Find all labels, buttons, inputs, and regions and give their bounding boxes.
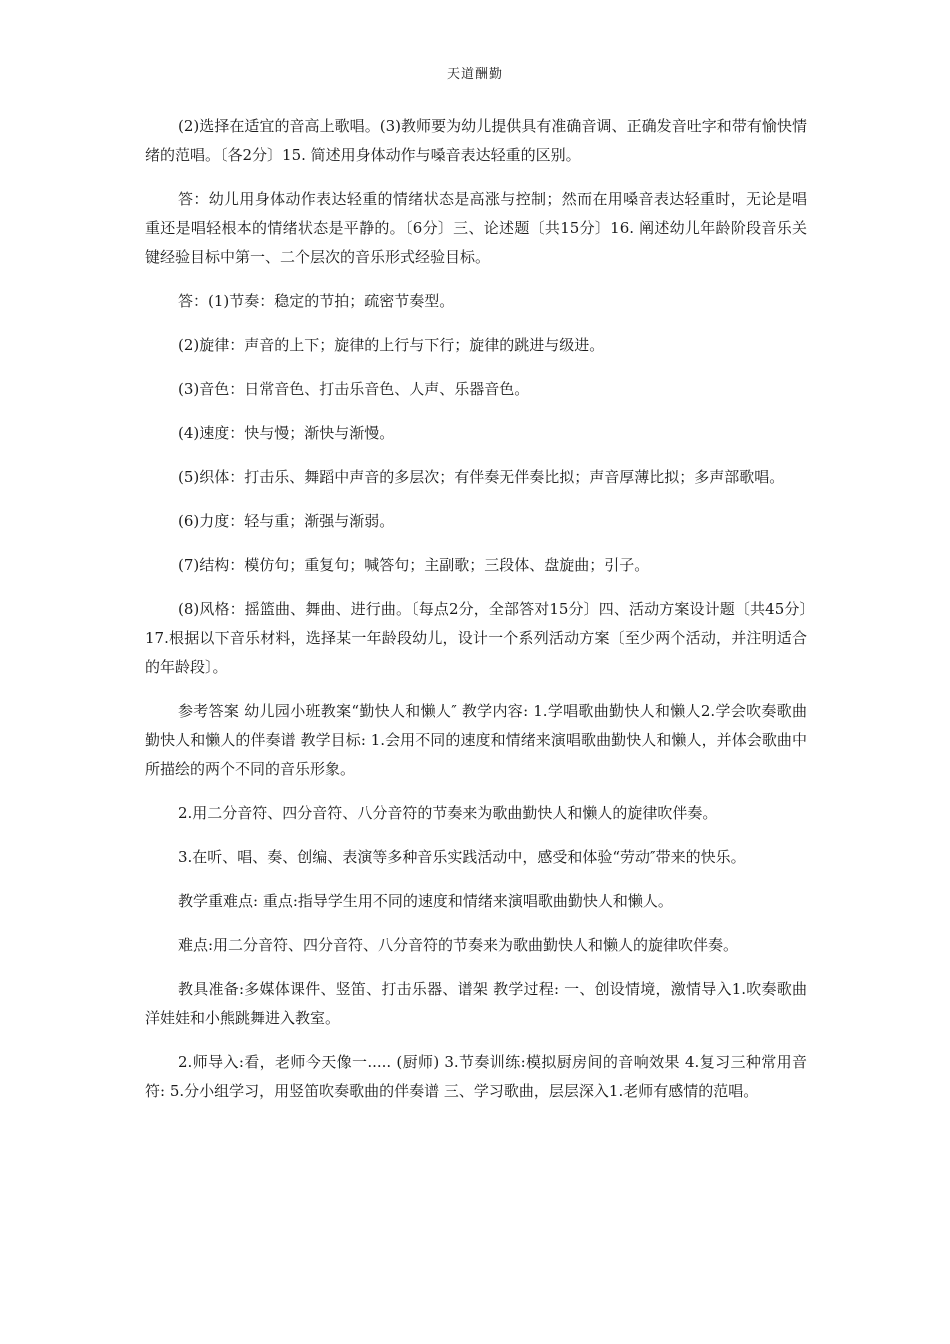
paragraph: 教具准备:多媒体课件、竖笛、打击乐器、谱架 教学过程: 一、创设情境，激情导入1.吹奏歌曲洋娃娃和小熊跳舞进入教室。 [145, 980, 807, 1027]
paragraph: (2)旋律：声音的上下；旋律的上行与下行；旋律的跳进与级进。 [178, 336, 605, 354]
paragraph: (5)织体：打击乐、舞蹈中声音的多层次；有伴奏无伴奏比拟；声音厚薄比拟；多声部歌唱。 [178, 468, 785, 486]
paragraph: 答：幼儿用身体动作表达轻重的情绪状态是高涨与控制；然而在用嗓音表达轻重时，无论是唱重还是唱轻根本的情绪状态是平静的。〔6分〕三、论述题〔共15分〕16. 阐述幼儿年龄阶段音乐关键经验目标中第一、二个层次的音乐形式经验目标。 [145, 190, 807, 266]
paragraph: 答：(1)节奏：稳定的节拍；疏密节奏型。 [178, 292, 455, 310]
page-header: 天道酬勤 [446, 67, 503, 82]
paragraph: (7)结构：模仿句；重复句；喊答句；主副歌；三段体、盘旋曲；引子。 [178, 556, 650, 574]
paragraph: 3.在听、唱、奏、创编、表演等多种音乐实践活动中，感受和体验“劳动″带来的快乐。 [178, 848, 746, 866]
paragraph: (3)音色：日常音色、打击乐音色、人声、乐器音色。 [178, 380, 530, 398]
paragraph: 教学重难点: 重点:指导学生用不同的速度和情绪来演唱歌曲勤快人和懒人。 [178, 892, 673, 910]
paragraph: 2.师导入:看，老师今天像一..... (厨师) 3.节奏训练:模拟厨房间的音响效果 4.复习三种常用音符: 5.分小组学习，用竖笛吹奏歌曲的伴奏谱 三、学习歌曲，层层深入1.老师有感情的范唱。 [145, 1053, 807, 1100]
paragraph: 难点:用二分音符、四分音符、八分音符的节奏来为歌曲勤快人和懒人的旋律吹伴奏。 [178, 936, 739, 954]
paragraph: 2.用二分音符、四分音符、八分音符的节奏来为歌曲勤快人和懒人的旋律吹伴奏。 [178, 804, 718, 822]
paragraph: (4)速度：快与慢；渐快与渐慢。 [178, 424, 395, 442]
paragraph: (2)选择在适宜的音高上歌唱。(3)教师要为幼儿提供具有准确音调、正确发音吐字和带有愉快情绪的范唱。〔各2分〕15. 简述用身体动作与嗓音表达轻重的区别。 [145, 117, 807, 164]
paragraph: (8)风格：摇篮曲、舞曲、进行曲。〔每点2分，全部答对15分〕四、活动方案设计题〔共45分〕17.根据以下音乐材料，选择某一年龄段幼儿，设计一个系列活动方案〔至少两个活动，并注明适合的年龄段〕。 [145, 600, 807, 676]
paragraph: 参考答案 幼儿园小班教案“勤快人和懒人″ 教学内容: 1.学唱歌曲勤快人和懒人2.学会吹奏歌曲勤快人和懒人的伴奏谱 教学目标: 1.会用不同的速度和情绪来演唱歌曲勤快人和懒人，并体会歌曲中所描绘的两个不同的音乐形象。 [145, 702, 807, 778]
paragraph: (6)力度：轻与重；渐强与渐弱。 [178, 512, 395, 530]
document-body [145, 112, 807, 1121]
